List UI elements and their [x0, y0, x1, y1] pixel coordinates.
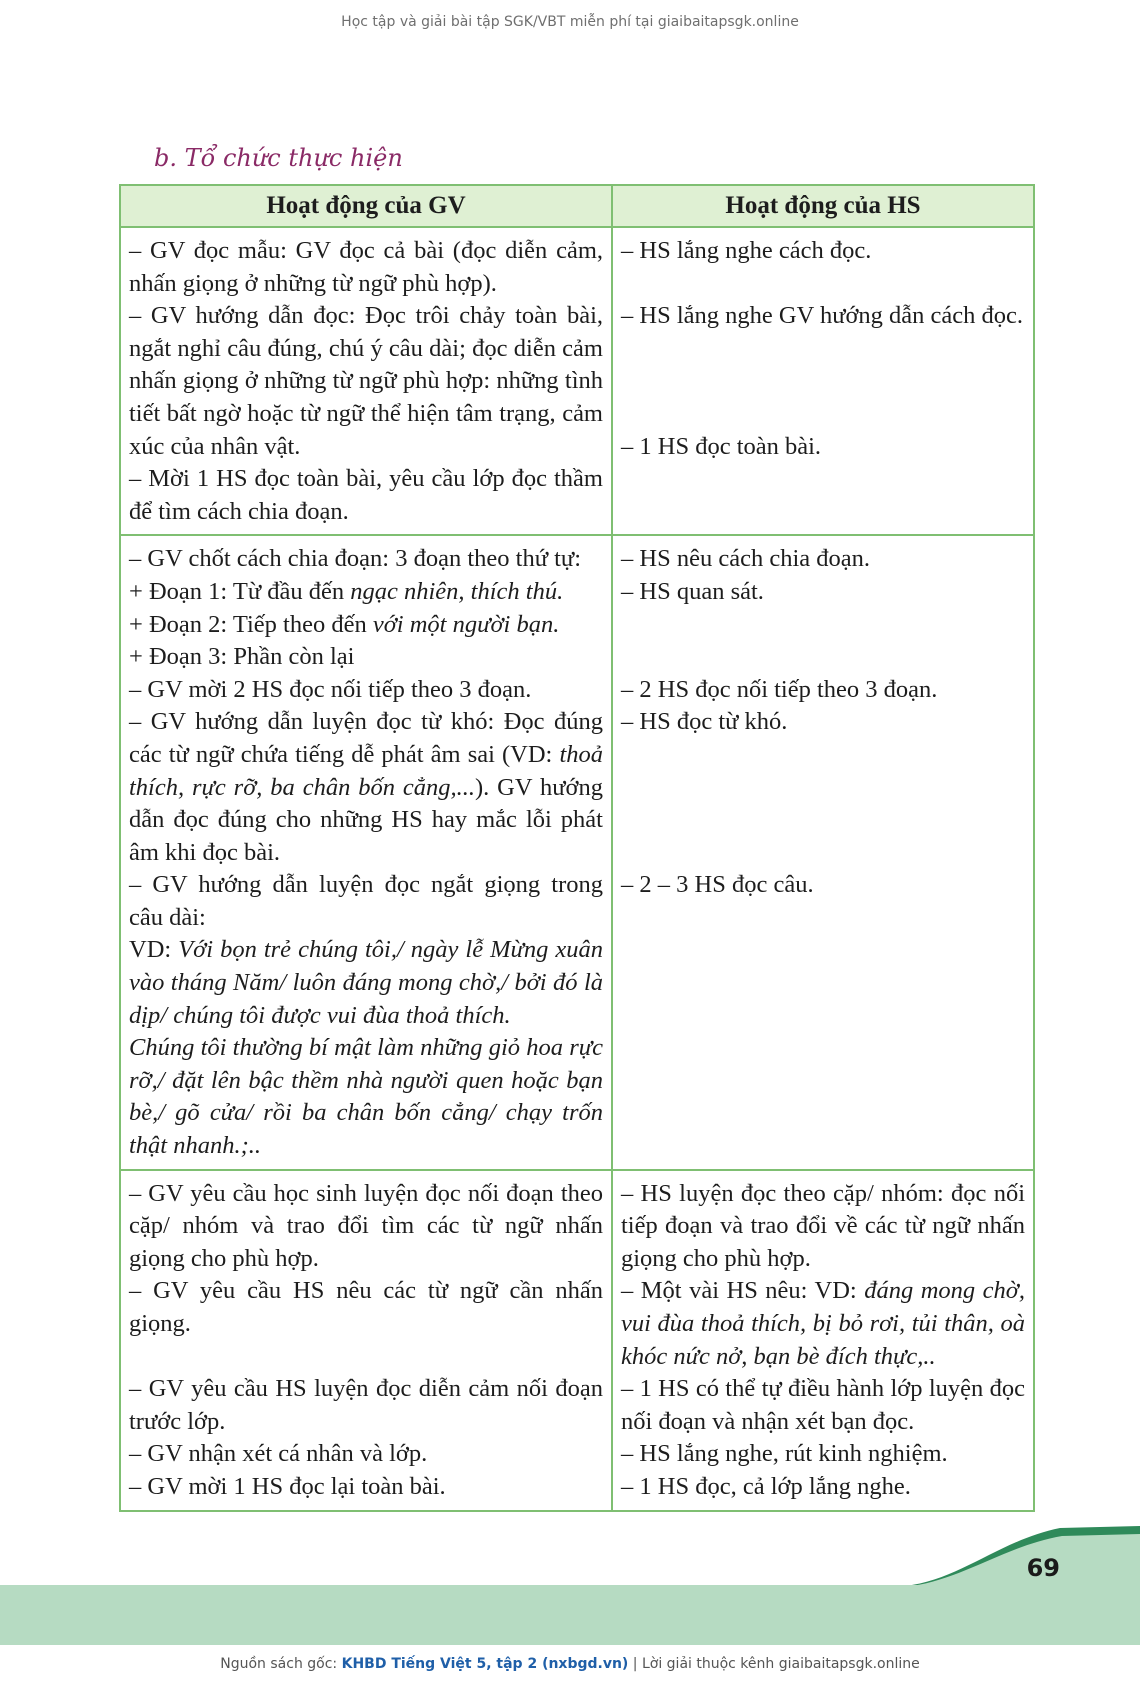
gv-line: – GV yêu cầu HS nêu các từ ngữ cần nhấn giọng. — [129, 1277, 603, 1337]
footer-source-link[interactable]: KHBD Tiếng Việt 5, tập 2 (nxbgd.vn) — [341, 1656, 629, 1672]
hs-line: – HS đọc từ khó. — [621, 708, 788, 736]
gv-line: – Mời 1 HS đọc toàn bài, yêu cầu lớp đọc thầm để tìm cách chia đoạn. — [129, 465, 603, 525]
footer-band — [0, 1585, 1140, 1645]
gv-line: – GV hướng dẫn đọc: Đọc trôi chảy toàn bài, ngắt nghỉ câu đúng, chú ý câu dài; đọc diễn cảm nhấn giọng ở những từ ngữ phù hợp: những tình tiết bất ngờ hoặc từ ngữ thể hiện tâm trạng, cảm xúc của nhân vật. — [129, 302, 603, 460]
footer-suffix: | Lời giải thuộc kênh giaibaitapsgk.online — [628, 1656, 920, 1672]
hs-line: – HS quan sát. — [621, 577, 764, 605]
footer-prefix: Nguồn sách gốc: — [220, 1656, 342, 1672]
gv-cell — [120, 535, 612, 1169]
top-watermark-note: Học tập và giải bài tập SGK/VBT miễn phí tại giaibaitapsgk.online — [341, 14, 799, 30]
header-gv: Hoạt động của GV — [120, 185, 612, 227]
hs-line: – HS lắng nghe GV hướng dẫn cách đọc. — [621, 302, 1024, 330]
hs-line: – Một vài HS nêu: VD: đáng mong chờ, vui đùa thoả thích, bị bỏ rơi, tủi thân, oà khóc nức nở, bạn bè đích thực,.. — [621, 1277, 1025, 1370]
gv-line: – GV mời 1 HS đọc lại toàn bài. — [129, 1472, 446, 1500]
table-header-row — [120, 185, 1034, 227]
source-footer — [0, 1656, 1140, 1672]
gv-line: Chúng tôi thường bí mật làm những giỏ hoa rực rỡ,/ đặt lên bậc thềm nhà người quen hoặc bạn bè,/ gõ cửa/ rồi ba chân bốn cẳng/ chạy trốn thật nhanh.;.. — [129, 1034, 603, 1160]
gv-line: – GV hướng dẫn luyện đọc ngắt giọng trong câu dài: — [129, 871, 603, 931]
hs-cell — [612, 1170, 1034, 1511]
hs-line: – HS lắng nghe cách đọc. — [621, 237, 872, 264]
gv-line: + Đoạn 3: Phần còn lại — [129, 643, 355, 671]
gv-line: + Đoạn 2: Tiếp theo đến với một người bạn. — [129, 610, 560, 638]
gv-line: – GV chốt cách chia đoạn: 3 đoạn theo thứ tự: — [129, 545, 582, 573]
hs-line: – HS nêu cách chia đoạn. — [621, 545, 870, 573]
gv-line: – GV yêu cầu học sinh luyện đọc nối đoạn theo cặp/ nhóm và trao đổi tìm các từ ngữ nhấn giọng cho phù hợp. — [129, 1179, 603, 1272]
hs-line: – 1 HS đọc, cả lớp lắng nghe. — [621, 1472, 911, 1500]
hs-line: – HS lắng nghe, rút kinh nghiệm. — [621, 1440, 948, 1468]
gv-line: – GV mời 2 HS đọc nối tiếp theo 3 đoạn. — [129, 675, 532, 703]
page-number: 69 — [1026, 1554, 1060, 1582]
hs-line: – 1 HS có thể tự điều hành lớp luyện đọc nối đoạn và nhận xét bạn đọc. — [621, 1375, 1025, 1435]
hs-cell — [612, 535, 1034, 1169]
gv-line: – GV yêu cầu HS luyện đọc diễn cảm nối đoạn trước lớp. — [129, 1375, 603, 1435]
gv-line: VD: Với bọn trẻ chúng tôi,/ ngày lễ Mừng xuân vào tháng Năm/ luôn đáng mong chờ,/ bởi đó là dịp/ chúng tôi được vui đùa thoả thích. — [129, 936, 604, 1029]
gv-line: – GV đọc mẫu: GV đọc cả bài (đọc diễn cảm, nhấn giọng ở những từ ngữ phù hợp). — [129, 237, 603, 297]
header-hs: Hoạt động của HS — [612, 185, 1034, 227]
activities-table — [119, 184, 1035, 1512]
hs-line: – 1 HS đọc toàn bài. — [621, 432, 822, 460]
gv-cell — [120, 227, 612, 535]
table-row — [120, 1170, 1034, 1511]
gv-line: – GV nhận xét cá nhân và lớp. — [129, 1440, 428, 1468]
hs-line: – HS luyện đọc theo cặp/ nhóm: đọc nối tiếp đoạn và trao đổi về các từ ngữ nhấn giọng cho phù hợp. — [621, 1179, 1025, 1272]
table-row — [120, 227, 1034, 535]
hs-cell — [612, 227, 1034, 535]
gv-line: + Đoạn 1: Từ đầu đến ngạc nhiên, thích thú. — [129, 577, 564, 605]
gv-cell — [120, 1170, 612, 1511]
section-heading: b. Tổ chức thực hiện — [154, 144, 403, 172]
table-row — [120, 535, 1034, 1169]
gv-line: – GV hướng dẫn luyện đọc từ khó: Đọc đúng các từ ngữ chứa tiếng dễ phát âm sai (VD: thoả thích, rực rỡ, ba chân bốn cẳng,...). GV hướng dẫn đọc đúng cho những HS hay mắc lỗi phát âm khi đọc bài. — [129, 708, 604, 866]
hs-line: – 2 – 3 HS đọc câu. — [621, 871, 814, 899]
hs-line: – 2 HS đọc nối tiếp theo 3 đoạn. — [621, 675, 938, 703]
